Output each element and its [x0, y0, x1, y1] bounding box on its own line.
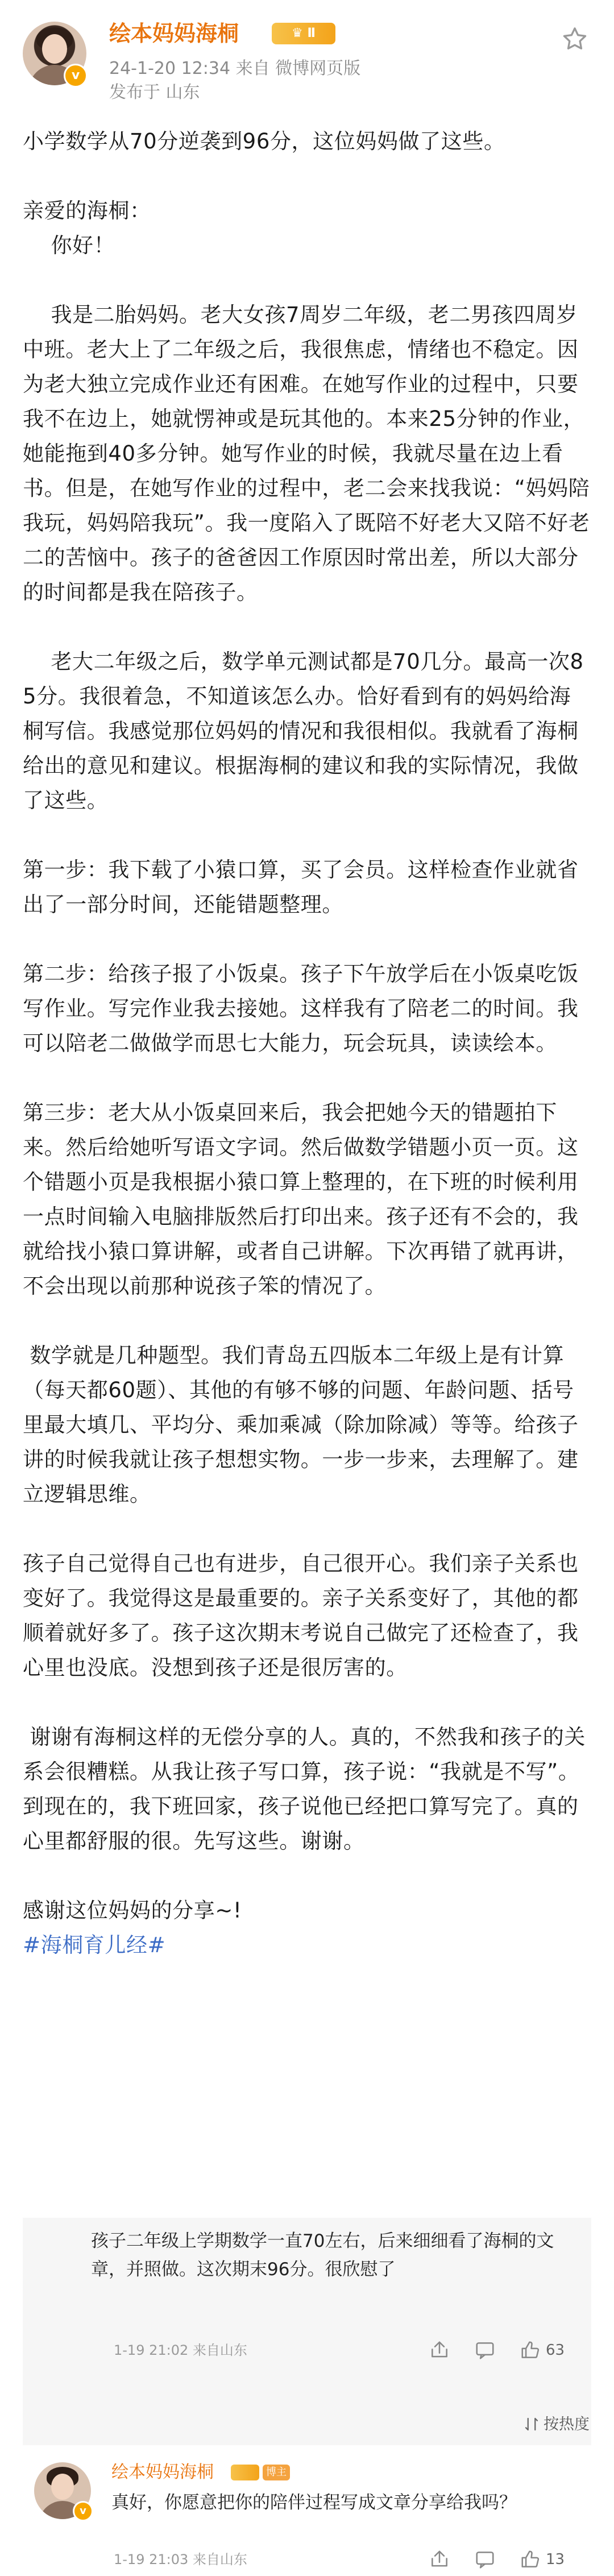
reply-time: 1-19 21:03 来自山东 [114, 2552, 247, 2567]
star-outline-icon[interactable] [561, 25, 589, 53]
author-tag: 博主 [263, 2465, 290, 2480]
paragraph-step-3: 第三步：老大从小饭桌回来后，我会把她今天的错题拍下来。然后给她听写语文字词。然后做数学错题小页一页。这个错题小页是我根据小猿口算上整理的，在下班的时候利用一点时间输入电脑排版然后打印出来。孩子还有不会的，我就给找小猿口算讲解，或者自己讲解。下次再错了就再讲，不会出现以前那种说孩子笨的情况了。 [23, 1100, 579, 1298]
paragraph-question-types: 数学就是几种题型。我们青岛五四版本二年级上是有计算（每天都60题）、其他的有够不够的问题、年龄问题、括号里最大填几、平均分、乘加乘减（除加除减）等等。给孩子讲的时候我就让孩子想想实物。一步一步来，去理解了。建立逻辑思维。 [23, 1343, 579, 1506]
post-meta: 24-1-20 12:34 来自 微博网页版 [109, 59, 361, 78]
sort-label[interactable]: 按热度 [544, 2416, 590, 2433]
sort-bar [23, 2405, 591, 2445]
sort-icon[interactable] [523, 2416, 540, 2433]
paragraph-background: 老大二年级之后，数学单元测试都是70几分。最高一次85分。我很着急，不知道该怎么办。恰好看到有的妈妈给海桐写信。我感觉那位妈妈的情况和我很相似。我就看了海桐给出的意见和建议。根据海桐的建议和我的实际情况，我做了这些。 [23, 649, 584, 813]
paragraph-progress: 孩子自己觉得自己也有进步，自己很开心。我们亲子关系也变好了。我觉得这是最重要的。亲子关系变好了，其他的都顺着就好多了。孩子这次期末考说自己做完了还检查了，我心里也没底。没想到孩子还是很厉害的。 [23, 1551, 579, 1680]
reply-text: 真好，你愿意把你的陪伴过程写成文章分享给我吗？ [111, 2492, 517, 2513]
paragraph-step-1: 第一步：我下载了小猿口算，买了会员。这样检查作业就省出了一部分时间，还能错题整理。 [23, 858, 579, 917]
verified-badge-icon: v [64, 64, 88, 88]
comment-text: 孩子二年级上学期数学一直70左右，后来细细看了海桐的文章，并照做。这次期末96分。很欣慰了 [91, 2231, 554, 2280]
hashtag-link[interactable]: #海桐育儿经# [23, 1933, 166, 1957]
paragraph-step-2: 第二步：给孩子报了小饭桌。孩子下午放学后在小饭桌吃饭写作业。写完作业我去接她。这样我有了陪老二的时间。我可以陪老二做做学而思七大能力，玩会玩具，读读绘本。 [23, 962, 579, 1055]
like-icon[interactable] [520, 2339, 541, 2361]
verified-badge-icon: v [73, 2501, 93, 2521]
share-icon[interactable] [429, 2549, 450, 2570]
reply-author-badges [231, 2465, 290, 2482]
post-body [23, 124, 591, 1962]
comment-icon[interactable] [474, 2339, 496, 2361]
greeting: 你好！ [23, 233, 115, 258]
level-badge-label: Ⅱ [307, 26, 316, 40]
like-count: 63 [546, 2342, 565, 2359]
level-badge[interactable] [272, 23, 335, 44]
paragraph-intro: 我是二胎妈妈。老大女孩7周岁二年级，老二男孩四周岁中班。老大上了二年级之后，我很焦虑，情绪也不稳定。因为老大独立完成作业还有困难。在她写作业的过程中，只要我不在边上，她就愣神或是玩其他的。本来25分钟的作业，她能拖到40多分钟。她写作业的时候，我就尽量在边上看书。但是，在她写作业的过程中，老二会来找我说：“妈妈陪我玩，妈妈陪我玩”。我一度陷入了既陪不好老大又陪不好老二的苦恼中。孩子的爸爸因工作原因时常出差，所以大部分的时间都是我在陪孩子。 [23, 303, 590, 604]
like-icon[interactable] [520, 2549, 541, 2570]
comment-icon[interactable] [474, 2549, 496, 2570]
paragraph-thanks: 谢谢有海桐这样的无偿分享的人。真的，不然我和孩子的关系会很糟糕。从我让孩子写口算，孩子说：“我就是不写”。到现在的，我下班回家，孩子说他已经把口算写完了。真的心里都舒服的很。先写这些。谢谢。 [23, 1725, 586, 1853]
post-location: 发布于 山东 [109, 82, 200, 102]
crown-icon: ♛ [292, 26, 308, 40]
paragraph-closing: 感谢这位妈妈的分享~! [23, 1898, 242, 1923]
level-badge-icon [231, 2465, 259, 2480]
reply-author-name[interactable]: 绘本妈妈海桐 [111, 2462, 214, 2482]
salutation: 亲爱的海桐： [23, 198, 151, 223]
post-title-line: 小学数学从70分逆袭到96分，这位妈妈做了这些。 [23, 129, 505, 154]
share-icon[interactable] [429, 2339, 450, 2361]
post-header [0, 0, 614, 108]
like-count: 13 [546, 2551, 565, 2568]
comment-time: 1-19 21:02 来自山东 [114, 2342, 247, 2358]
author-name[interactable]: 绘本妈妈海桐 [109, 21, 239, 46]
